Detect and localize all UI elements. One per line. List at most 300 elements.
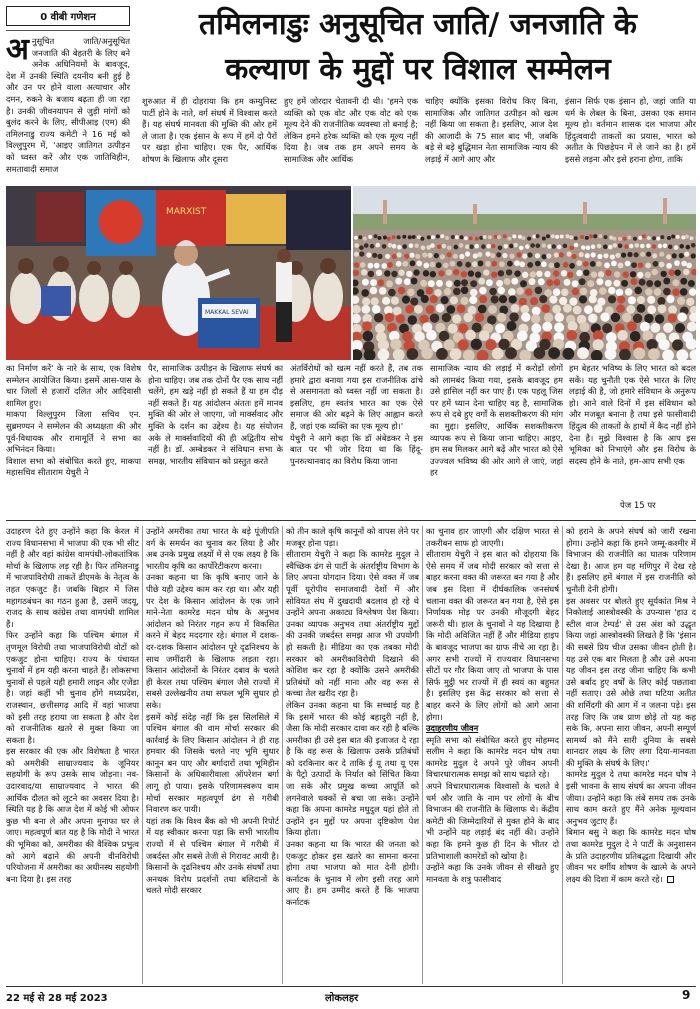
- crowd-person: [645, 263, 651, 269]
- crowd-person: [430, 243, 435, 248]
- crowd-person: [440, 234, 444, 238]
- crowd-person: [363, 331, 374, 342]
- crowd-person: [573, 306, 582, 315]
- crowd-person: [478, 278, 485, 285]
- crowd-person: [465, 245, 470, 250]
- crowd-person: [604, 235, 608, 239]
- crowd-person: [453, 288, 461, 296]
- crowd-person: [469, 296, 477, 304]
- crowd-person: [644, 314, 653, 323]
- crowd-person: [372, 253, 377, 258]
- crowd-person: [441, 296, 449, 304]
- article-mid-col-1: का निर्माण करें' के नारे के साथ, एक विशेष सम्मेलन आयोजित किया। इसमें आस-पास के चार जिलों से हजारों दलित और आदिवासी शामिल हुए। माकपा विल्लुपुरम जिला सचिव एन. सुब्रमण्यन ने सम्मेलन की अध्यक्षता की और पूर्व-विधायक और रामामूर्ति ने सभा का अभिनंदन किया। विशाल सभा को संबोधित करते हुए, माकपा महासचिव सीताराम येचुरी ने: [6, 363, 141, 478]
- crowd-person: [652, 236, 656, 240]
- crowd-person: [465, 262, 471, 268]
- article-mid-col-4: सामाजिक न्याय की लड़ाई में करोड़ों लोगों को लामबंद किया गया, इसके बावजूद हम उसे हासिल नहीं कर पाए हैं। एक पहलू जिस पर हमें ध्यान देना चाहिए वह है, सामाजिक रूप से दबे हुए वर्गों के सशक्तीकरण की मांग का मुद्दा। इसलिए, आर्थिक सशक्तीकरण व्यापक रूप से किया जाना चाहिए। आइए, हम सब मिलकर आगे बढ़ें और भारत को ऐसे उज्ज्वल भविष्य की ओर आगे ले जाएं, जहां हर: [430, 363, 563, 478]
- crowd-person: [530, 297, 538, 305]
- crowd-person: [370, 279, 377, 286]
- crowd-person: [447, 252, 452, 257]
- crowd-person: [372, 305, 381, 314]
- crowd-person: [385, 254, 390, 259]
- crowd-person: [517, 252, 522, 257]
- crowd-person: [495, 323, 505, 333]
- crowd-person: [527, 252, 532, 257]
- crowd-person: [406, 271, 412, 277]
- crowd-person: [571, 254, 576, 259]
- crowd-person: [478, 305, 487, 314]
- crowd-person: [691, 253, 696, 258]
- crowd-person: [475, 271, 481, 277]
- crowd-person: [579, 252, 584, 257]
- crowd-person: [563, 244, 568, 249]
- crowd-person: [580, 288, 588, 296]
- crowd-person: [377, 254, 382, 259]
- crowd-person: [446, 269, 452, 275]
- page-number: 9: [682, 988, 691, 1002]
- crowd-person: [674, 245, 679, 250]
- crowd-person: [498, 270, 504, 276]
- crowd-person: [392, 235, 396, 239]
- crowd-person: [680, 278, 687, 285]
- footer-divider: [6, 986, 696, 987]
- crowd-person: [663, 288, 671, 296]
- crowd-person: [408, 235, 412, 239]
- crowd-person: [646, 252, 651, 257]
- byline: 0 वीबी गणेशन: [6, 6, 130, 26]
- crowd-person: [481, 244, 486, 249]
- crowd-person: [633, 348, 645, 360]
- crowd-person: [646, 244, 651, 249]
- crowd-person: [663, 323, 673, 333]
- crowd-person: [647, 305, 656, 314]
- crowd-person: [627, 321, 637, 331]
- crowd-person: [544, 271, 550, 277]
- crowd-person: [470, 280, 477, 287]
- crowd-person: [477, 252, 482, 257]
- crowd-person: [663, 244, 668, 249]
- crowd-person: [589, 295, 597, 303]
- crowd-person: [417, 235, 421, 239]
- crowd-person: [585, 253, 590, 258]
- crowd-person: [551, 234, 555, 238]
- crowd-person: [541, 304, 550, 313]
- crowd-person: [675, 270, 681, 276]
- crowd-person: [628, 296, 636, 304]
- article-mid-col-5: हम बेहतर भविष्य के लिए भारत को बदल सकें। यह चुनौती एक ऐसे भारत के लिए लड़ाई की है, जो हमारे संविधान के अनुरूप हो। आने वाले दिनों में इस संविधान को और मजबूत बनाना है तथा इसे फासीवादी हिंदुत्व की ताकतों के हाथों में कैद नहीं होने देना है। मुझे विश्वास है कि आप इस भूमिका को निभाएंगे और इस विरोध के सदस्य होने के नाते, हम-आप सभी एक: [569, 363, 696, 466]
- crowd-person: [387, 237, 391, 241]
- crowd-person: [507, 261, 513, 267]
- crowd-person: [497, 313, 506, 322]
- crowd-person: [427, 235, 431, 239]
- crowd-person: [391, 271, 397, 277]
- crowd-person: [453, 269, 459, 275]
- crowd-person: [383, 236, 387, 240]
- crowd-person: [503, 234, 507, 238]
- crowd-person: [431, 235, 435, 239]
- crowd-person: [511, 278, 518, 285]
- column-rule: [562, 526, 563, 984]
- footer-date: 22 मई से 28 मई 2023: [6, 993, 108, 1004]
- crowd-person: [402, 296, 410, 304]
- crowd-person: [602, 323, 612, 333]
- crowd-person: [457, 304, 466, 313]
- crowd-person: [661, 271, 667, 277]
- crowd-person: [522, 254, 527, 259]
- crowd-person: [364, 243, 369, 248]
- crowd-person: [430, 313, 439, 322]
- crowd-person: [453, 254, 458, 259]
- article-col-5: इंसान सिर्फ एक इंसान हो, जहां जाति या धर्म के लेबल के बिना, उसका एक समान मूल्य हो। वर्तमान शासक दल भाजपा और हिंदुत्ववादी ताकतों का प्रयास, भारत को अतीत के पिछड़ेपन में ले जाने का है। हमें इससे लड़ना और इसे हराना होगा, ताकि: [565, 96, 696, 164]
- crowd-person: [605, 348, 617, 360]
- crowd-person: [483, 269, 489, 275]
- crowd-person: [598, 271, 604, 277]
- crowd-person: [553, 279, 560, 286]
- crowd-person: [663, 278, 670, 285]
- crowd-person: [674, 260, 680, 266]
- crowd-person: [647, 236, 651, 240]
- crowd-person: [387, 262, 393, 268]
- footer-publication: लोकलहर: [325, 993, 359, 1004]
- crowd-person: [536, 243, 541, 248]
- crowd-person: [625, 261, 631, 267]
- crowd-person: [397, 252, 402, 257]
- crowd-person: [422, 252, 427, 257]
- crowd-person: [382, 244, 387, 249]
- crowd-person: [679, 244, 684, 249]
- crowd-person: [362, 298, 370, 306]
- crowd-person: [363, 237, 367, 241]
- crowd-person: [442, 244, 447, 249]
- article-col-2: शुरुआत में ही दोहराया कि हम कम्युनिस्ट पार्टी होने के नाते, वर्ग संघर्ष में विश्वास करते हैं। यह संघर्ष मानवता की मुक्ति की ओर हमें ले जाता है। एक इंसान के रूप में हमें दो पैरों पर खड़ा होना चाहिए। एक पैर, आर्थिक शोषण के खिलाफ और दूसरा: [142, 96, 277, 164]
- crowd-person: [639, 279, 646, 286]
- crowd-person: [542, 237, 546, 241]
- crowd-person: [630, 331, 641, 342]
- crowd-person: [531, 323, 541, 333]
- crowd-person: [604, 262, 610, 268]
- crowd-person: [459, 243, 464, 248]
- crowd-person: [368, 271, 374, 277]
- crowd-person: [420, 237, 424, 241]
- crowd-person: [354, 262, 360, 268]
- crowd-person: [579, 295, 587, 303]
- crowd-person: [434, 253, 439, 258]
- crowd-person: [642, 234, 646, 238]
- crowd-person: [608, 287, 616, 295]
- headline: तमिलनाडुः अनुसूचित जाति/ जनजाति के कल्याण के मुद्दों पर विशाल सम्मेलन: [199, 7, 637, 87]
- crowd-person: [658, 244, 663, 249]
- crowd-person: [686, 263, 692, 269]
- crowd-person: [555, 235, 559, 239]
- crowd-person: [508, 288, 516, 296]
- crowd-person: [522, 272, 528, 278]
- crowd-person: [640, 322, 650, 332]
- crowd-person: [451, 235, 455, 239]
- crowd-person: [669, 270, 675, 276]
- crowd-person: [672, 279, 679, 286]
- crowd-person: [638, 236, 642, 240]
- crowd-person: [445, 236, 449, 240]
- crowd-person: [461, 271, 467, 277]
- crowd-person: [681, 236, 685, 240]
- crowd-person: [430, 295, 438, 303]
- crowd-person: [514, 260, 520, 266]
- crowd-person: [358, 235, 362, 239]
- podium-text: MAKKAL SEVAI: [205, 309, 249, 316]
- crowd-person: [368, 235, 372, 239]
- crowd-person: [645, 272, 651, 278]
- crowd-person: [610, 254, 615, 259]
- crowd-person: [472, 261, 478, 267]
- crowd-person: [553, 270, 559, 276]
- crowd-person: [360, 262, 366, 268]
- crowd-person: [450, 348, 462, 360]
- crowd-person: [680, 288, 688, 296]
- crowd-person: [446, 280, 453, 287]
- crowd-person: [539, 295, 547, 303]
- crowd-person: [382, 297, 390, 305]
- crowd-person: [598, 234, 602, 238]
- crowd-person: [488, 235, 492, 239]
- crowd-person: [623, 237, 627, 241]
- crowd-person: [536, 234, 540, 238]
- crowd-person: [505, 347, 517, 359]
- crowd-person: [666, 295, 674, 303]
- crowd-person: [527, 237, 531, 241]
- crowd-person: [596, 278, 603, 285]
- crowd-person: [686, 245, 691, 250]
- crowd-person: [631, 278, 638, 285]
- crowd-person: [654, 280, 661, 287]
- crowd-person: [657, 297, 665, 305]
- crowd-person: [438, 270, 444, 276]
- crowd-person: [454, 280, 461, 287]
- crowd-person: [465, 330, 476, 341]
- crowd-person: [519, 261, 525, 267]
- crowd-person: [667, 236, 671, 240]
- crowd-person: [534, 347, 546, 359]
- crowd-person: [554, 252, 559, 257]
- crowd-person: [640, 252, 645, 257]
- crowd-person: [563, 304, 572, 313]
- crowd-person: [637, 296, 645, 304]
- crowd-person: [450, 296, 458, 304]
- crowd-person: [535, 261, 541, 267]
- crowd-person: [442, 313, 451, 322]
- crowd-person: [659, 262, 665, 268]
- crowd-person: [532, 307, 541, 316]
- crowd-person: [652, 269, 658, 275]
- crowd-person: [520, 280, 527, 287]
- crowd-person: [388, 243, 393, 248]
- crowd-person: [508, 237, 512, 241]
- crowd-person: [512, 234, 516, 238]
- crowd-person: [491, 244, 496, 249]
- crowd-person: [686, 298, 694, 306]
- crowd-person: [655, 314, 664, 323]
- crowd-person: [652, 244, 657, 249]
- article-bottom-col-4-text: का चुनाव हार जाएगी और दक्षिण भारत से तकरीबन साफ हो जाएगी। सीताराम येचुरी ने इस बात को दोहराया कि ऐसे समय में जब मोदी सरकार को सत्ता से बाहर करना वक्त की जरूरत बन गया है और जब इस दिशा में दीर्घकालिक जनसंघर्ष चलाना वक्त की जरूरत बन गया है, ऐसे इस निर्णायक मोड़ पर उनकी मौजूदगी बेहद जरूरी थी। हाल के चुनावों ने यह दिखाया है कि मोदी अविजित नहीं हैं और मीडिया हाइप के बावजूद भाजपा का ग्राफ नीचे आ रहा है। अगर सभी राज्यों में राज्यवार विधानसभा सीटों पर गौर किया जाए तो भाजपा के पास सिर्फ मुट्ठी भर राज्यों में ही स्वयं का बहुमत है। इसलिए इस केंद्र सरकार को सत्ता से बाहर करने के लिए लोगों को आगे आना होगा।: [426, 526, 559, 722]
- crowd-person: [374, 313, 383, 322]
- crowd-person: [362, 321, 372, 331]
- crowd-person: [469, 244, 474, 249]
- crowd-person: [490, 253, 495, 258]
- crowd-person: [436, 280, 443, 287]
- crowd-person: [479, 295, 487, 303]
- crowd-person: [555, 313, 564, 322]
- crowd-person: [623, 271, 629, 277]
- crowd-person: [529, 278, 536, 285]
- article-col-4: चाहिए क्योंकि इसका विरोध किए बिना, सामाजिक और जातिगत उत्पीड़न को खत्म नहीं किया जा सकता है। इसलिए, आज देश की आजादी के 75 साल बाद भी, जबकि बड़े से बड़े बुद्धिमान नेता सामाजिक न्याय की लड़ाई में आगे आए और: [425, 96, 558, 164]
- crowd-person: [450, 261, 456, 267]
- crowd-person: [569, 246, 574, 251]
- crowd-person: [650, 323, 660, 333]
- crowd-person: [385, 313, 394, 322]
- crowd-person: [549, 263, 555, 269]
- crowd-person: [551, 244, 556, 249]
- crowd-person: [485, 261, 491, 267]
- crowd-person: [591, 245, 596, 250]
- crowd-person: [366, 252, 371, 257]
- crowd-person: [499, 261, 505, 267]
- crowd-person: [509, 244, 514, 249]
- crowd-person: [381, 263, 387, 269]
- crowd-person: [577, 347, 589, 359]
- crowd-person: [470, 289, 478, 297]
- crowd-person: [469, 236, 473, 240]
- crowd-person: [463, 313, 472, 322]
- crowd-person: [616, 289, 624, 297]
- crowd-person: [359, 251, 364, 256]
- crowd-person: [542, 322, 552, 332]
- crowd-person: [544, 313, 553, 322]
- crowd-person: [455, 235, 459, 239]
- crowd-person: [588, 314, 597, 323]
- crowd-person: [648, 348, 660, 360]
- crowd-person: [548, 347, 560, 359]
- crowd-person: [569, 263, 575, 269]
- crowd-person: [611, 261, 617, 267]
- crowd-person: [377, 279, 384, 286]
- crowd-person: [608, 245, 613, 250]
- article-col-1: [6, 36, 130, 184]
- end-mark-icon: [667, 876, 674, 883]
- photo-speaker-image: [6, 186, 351, 360]
- crowd-person: [507, 321, 517, 331]
- crowd-person: [384, 270, 390, 276]
- crowd-person: [637, 304, 646, 313]
- crowd-person: [546, 253, 551, 258]
- crowd-person: [370, 244, 375, 249]
- crowd-person: [627, 236, 631, 240]
- column-rule: [282, 526, 283, 984]
- crowd-person: [613, 280, 620, 287]
- article-bottom-col-4-after: स्मृति सभा को संबोधित करते हुए मोहम्मद सलीम ने कहा कि कामरेड मदन घोष तथा कामरेड मुदुल दे अपने पूरे जीवन अपनी विचारधारात्मक समझ को साथ चढ़ाते रहे। अपने विचारधारात्मक विश्वासों के चलते वे धर्म और जाति के नाम पर लोगों के बीच विभाजन की राजनीति के खिलाफ थे। केंद्रीय कमेटी की जिम्मेदारियों से मुक्त होने के बाद भी उन्होंने यह लड़ाई बंद नहीं की। उन्होंने कहा कि हमने कुछ ही दिन के भीतर दो प्रतिभाशाली कामरेडों को खोया है। उन्होंने कहा कि उनके जीवन से सीखते हुए मानवता के शत्रु फासीवाद: [426, 734, 559, 884]
- crowd-person: [617, 296, 625, 304]
- crowd-person: [547, 244, 552, 249]
- crowd-person: [412, 235, 416, 239]
- crowd-person: [421, 246, 426, 251]
- crowd-person: [436, 304, 445, 313]
- crowd-person: [554, 262, 560, 268]
- crowd-person: [414, 305, 423, 314]
- crowd-person: [487, 315, 496, 324]
- banner-text: MARXIST: [166, 207, 207, 217]
- crowd-person: [658, 304, 667, 313]
- crowd-person: [653, 261, 659, 267]
- crowd-person: [378, 236, 382, 240]
- crowd-person: [479, 287, 487, 295]
- crowd-person: [608, 295, 616, 303]
- crowd-person: [576, 260, 582, 266]
- crowd-person: [520, 305, 529, 314]
- crowd-person: [447, 246, 452, 251]
- article-col-1-text: नुसूचित जाति/अनुसूचित जनजाति की बेहतरी के लिए बने अनेक अधिनियमों के बावजूद, देश में उनकी स्थिति दयनीय बनी हुई है और उन पर होने वाला अत्याचार और दमन, रुकने के बजाय बढ़ता ही जा रहा है। उनकी जीवनयापन से जुड़ी मांगों को बुलंद करने के लिए, सीपीआइ (एम) की तमिलनाडु राज्य कमेटी ने 16 मई को विल्लुपुरम में, 'आइए जातिगत उत्पीड़न को ध्वस्त करें और एक जातिविहीन, समतावादी समाज: [6, 36, 130, 174]
- crowd-person: [440, 254, 445, 259]
- crowd-person: [395, 278, 402, 285]
- crowd-person: [564, 279, 571, 286]
- crowd-person: [591, 252, 596, 257]
- crowd-person: [488, 305, 497, 314]
- crowd-person: [504, 244, 509, 249]
- crowd-person: [563, 262, 569, 268]
- crowd-person: [483, 235, 487, 239]
- crowd-person: [497, 287, 505, 295]
- crowd-person: [603, 245, 608, 250]
- crowd-person: [611, 313, 620, 322]
- crowd-person: [499, 295, 507, 303]
- crowd-person: [593, 339, 604, 350]
- article-bottom-col-5-text: को हराने के अपने संघर्ष को जारी रखना होगा। उन्होंने कहा कि हमने जम्मू-कश्मीर में विभाजन की राजनीति का घातक परिणाम देखा है। आज हम यह मणिपुर में देख रहे हैं। इसलिए हमें बंगाल में इस राजनीति को चुनौती देनी होगी। इस अवसर पर बोलते हुए सूर्यकांत मिश्र ने निकोलाई आस्त्रोवस्की के उपन्यास 'हाउ द स्टील वाज टेम्पर्ड' से उस अंश को उद्धृत किया जहां आस्त्रोवस्की लिखते हैं कि 'इंसान की सबसे प्रिय चीज उसका जीवन होती है। यह उसे एक बार मिलता है और उसे अपना यह जीवन इस तरह जीना चाहिए कि कभी उसे बर्बाद हुए वर्षों के लिए कोई पछतावा नहीं सताए। उसे ओछे तथा घटिया अतीत की शर्मिंदगी की आग में न जलना पड़े। इस तरह जिए कि जब प्राण छोड़े तो यह कह सके कि, अपना सारा जीवन, अपनी सम्पूर्ण सामर्थ्य को मैंने सारी दुनिया के सबसे शानदार लक्ष्य के लिए लगा दिया-मानवता की मुक्ति के संघर्ष के लिए।' कामरेड मुदुल दे तथा कामरेड मदन घोष ने इसी भावना के साथ संघर्ष का अपना जीवन जीया। उन्होंने कहा कि लंबे समय तक उनके साथ काम करते हुए मैंने अनेक मूल्यवान अनुभव जुटाए हैं। बिमान बसु ने कहा कि कामरेड मदन घोष तथा कामरेड मुदुल दे ने पार्टी के अनुशासन के प्रति उदाहरणीय प्रतिबद्धता दिखायी और जीवन भर वर्गीय शोषण के खात्मे के अपने लक्ष्य की दिशा में काम करते रहे।: [566, 526, 696, 884]
- crowd-person: [691, 243, 696, 248]
- crowd-person: [404, 254, 409, 259]
- crowd-person: [398, 270, 404, 276]
- crowd-person: [430, 262, 436, 268]
- crowd-person: [443, 263, 449, 269]
- crowd-person: [593, 234, 597, 238]
- crowd-person: [430, 271, 436, 277]
- crowd-person: [617, 330, 628, 341]
- crowd-person: [580, 235, 584, 239]
- crowd-person: [688, 280, 695, 287]
- article-bottom-col-4: [426, 526, 559, 984]
- crowd-person: [354, 252, 359, 257]
- crowd-person: [634, 252, 639, 257]
- crowd-person: [561, 289, 569, 297]
- crowd-person: [423, 263, 429, 269]
- crowd-person: [535, 253, 540, 258]
- crowd-person: [574, 236, 578, 240]
- crowd-person: [402, 331, 413, 342]
- crowd-person: [428, 280, 435, 287]
- crowd-person: [402, 235, 406, 239]
- crowd-person: [392, 244, 397, 249]
- crowd-person: [460, 235, 464, 239]
- crowd-person: [678, 312, 687, 321]
- crowd-person: [530, 243, 535, 248]
- article-bottom-col-5: [566, 526, 696, 984]
- crowd-person: [521, 313, 530, 322]
- crowd-person: [516, 287, 524, 295]
- column-rule: [142, 526, 143, 984]
- crowd-person: [580, 322, 590, 332]
- crowd-person: [683, 269, 689, 275]
- crowd-person: [408, 315, 417, 324]
- crowd-person: [457, 261, 463, 267]
- crowd-person: [584, 305, 593, 314]
- crowd-person: [557, 245, 562, 250]
- crowd-person: [647, 296, 655, 304]
- photo-crowd-image: [353, 186, 696, 360]
